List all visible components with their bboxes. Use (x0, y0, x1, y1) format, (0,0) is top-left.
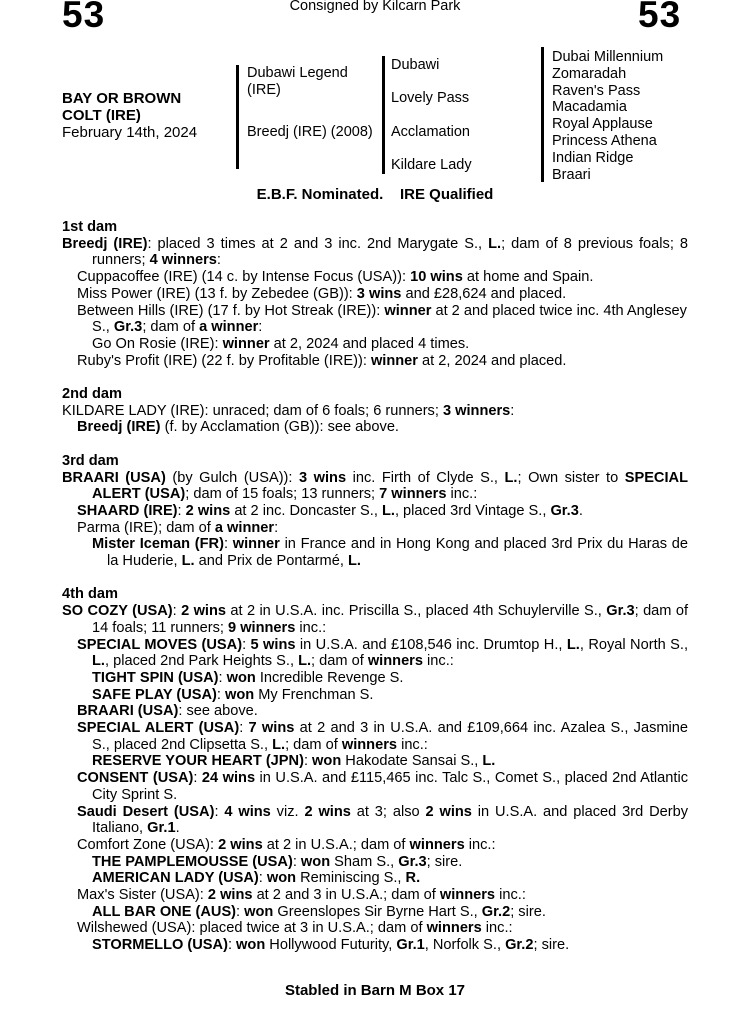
produce-entry: STORMELLO (USA): won Hollywood Futurity, Gr.1, Norfolk S., Gr.2; sire. (92, 937, 570, 954)
pedigree-g3-8: Braari (552, 166, 591, 183)
produce-entry: Breedj (IRE) (f. by Acclamation (GB)): see above. (77, 419, 399, 436)
produce-entry: Between Hills (IRE) (17 f. by Hot Streak (IRE)): winner at 2 and placed twice inc. 4th Anglesey S., Gr.3; dam of a winner: (77, 302, 687, 336)
lot-number-left: 53 (62, 0, 106, 35)
produce-entry: Cuppacoffee (IRE) (14 c. by Intense Focus (USA)): 10 wins at home and Spain. (77, 269, 594, 286)
dam-1-entry: Breedj (IRE): placed 3 times at 2 and 3 inc. 2nd Marygate S., L.; dam of 8 previous foals; 8 runners; 4 winners: (62, 235, 689, 269)
produce-entry: SHAARD (IRE): 2 wins at 2 inc. Doncaster S., L., placed 3rd Vintage S., Gr.3. (77, 502, 583, 519)
section-heading-4th-dam: 4th dam (62, 586, 118, 603)
horse-colour: BAY OR BROWN (62, 90, 182, 107)
pedigree-sire: Dubawi Legend (IRE) (247, 65, 348, 98)
foaling-date: February 14th, 2024 (62, 124, 198, 141)
stabling-note: Stabled in Barn M Box 17 (284, 982, 466, 999)
pedigree-dam: Breedj (IRE) (2008) (247, 124, 373, 140)
section-heading-1st-dam: 1st dam (62, 219, 118, 235)
produce-entry: Comfort Zone (USA): 2 wins at 2 in U.S.A.; dam of winners inc.: (77, 836, 496, 853)
pedigree-bracket-3 (541, 47, 544, 182)
produce-entry: TIGHT SPIN (USA): won Incredible Revenge S. (92, 669, 404, 686)
produce-entry: BRAARI (USA): see above. (77, 703, 258, 720)
produce-entry: ALL BAR ONE (AUS): won Greenslopes Sir Byrne Hart S., Gr.2; sire. (92, 903, 546, 920)
pedigree-third-generation (552, 49, 663, 183)
pedigree-sire-dam: Lovely Pass (391, 90, 470, 106)
pedigree-g3-5: Royal Applause (552, 116, 653, 133)
pedigree-bracket-1 (236, 65, 239, 169)
produce-entry: Mister Iceman (FR): winner in France and in Hong Kong and placed 3rd Prix du Haras de la Huderie, L. and Prix de Pontarmé, L. (92, 536, 689, 570)
pedigree-g3-7: Indian Ridge (552, 149, 634, 166)
dam-3-entry: BRAARI (USA) (by Gulch (USA)): 3 wins inc. Firth of Clyde S., L.; Own sister to SPECIAL ALERT (USA); dam of 15 foals; 13 runners; 7 winners inc.: (62, 469, 688, 503)
ebf-nominated: E.B.F. Nominated. (256, 186, 384, 203)
produce-entry: SPECIAL MOVES (USA): 5 wins in U.S.A. and £108,546 inc. Drumtop H., L., Royal North S., L., placed 2nd Park Heights S., L.; dam of winners inc.: (77, 636, 688, 670)
pedigree-dam-dam: Kildare Lady (391, 157, 472, 173)
pedigree-g3-6: Princess Athena (552, 132, 657, 149)
produce-entry: SPECIAL ALERT (USA): 7 wins at 2 and 3 in U.S.A. and £109,664 inc. Azalea S., Jasmine S., placed 2nd Clipsetta S., L.; dam of winners inc.: (77, 720, 688, 753)
pedigree-g3-4: Macadamia (552, 99, 627, 116)
produce-entry: AMERICAN LADY (USA): won Reminiscing S., R. (92, 870, 421, 887)
ire-qualified: IRE Qualified (400, 186, 494, 203)
dam-2-entry: KILDARE LADY (IRE): unraced; dam of 6 foals; 6 runners; 3 winners: (62, 402, 515, 419)
produce-entry: Max's Sister (USA): 2 wins at 2 and 3 in U.S.A.; dam of winners inc.: (77, 887, 526, 904)
produce-entry: Saudi Desert (USA): 4 wins viz. 2 wins at 3; also 2 wins in U.S.A. and placed 3rd Derby Italiano, Gr.1. (77, 803, 689, 837)
produce-entry: Go On Rosie (IRE): winner at 2, 2024 and placed 4 times. (92, 335, 470, 352)
produce-entry: Miss Power (IRE) (13 f. by Zebedee (GB)): 3 wins and £28,624 and placed. (77, 285, 567, 302)
catalogue-page-body (62, 219, 688, 954)
horse-description (62, 90, 197, 141)
produce-entry: RESERVE YOUR HEART (JPN): won Hakodate Sansai S., L. (92, 753, 496, 770)
pedigree-g3-3: Raven's Pass (552, 82, 641, 99)
section-heading-3rd-dam: 3rd dam (62, 452, 119, 469)
section-heading-2nd-dam: 2nd dam (62, 386, 123, 403)
produce-entry: CONSENT (USA): 24 wins in U.S.A. and £115,465 inc. Talc S., Comet S., placed 2nd Atlantic City Sprint S. (77, 770, 688, 803)
produce-entry: SAFE PLAY (USA): won My Frenchman S. (92, 686, 374, 703)
lot-number-right: 53 (638, 0, 682, 35)
produce-entry: Parma (IRE); dam of a winner: (77, 519, 279, 536)
pedigree-g3-1: Dubai Millennium (552, 49, 664, 65)
nomination-line (0, 186, 750, 203)
dam-4-entry: SO COZY (USA): 2 wins at 2 in U.S.A. inc. Priscilla S., placed 4th Schuylerville S., Gr.3; dam of 14 foals; 11 runners; 9 winners inc.: (62, 603, 689, 636)
produce-entry: Ruby's Profit (IRE) (22 f. by Profitable (IRE)): winner at 2, 2024 and placed. (77, 352, 567, 369)
produce-entry: THE PAMPLEMOUSSE (USA): won Sham S., Gr.3; sire. (92, 853, 463, 870)
horse-sex: COLT (IRE) (62, 107, 141, 124)
consignor: Consigned by Kilcarn Park (289, 0, 461, 14)
pedigree-bracket-2 (382, 56, 385, 174)
pedigree-g3-2: Zomaradah (552, 65, 627, 82)
pedigree-dam-sire: Acclamation (391, 124, 470, 140)
produce-entry: Wilshewed (USA): placed twice at 3 in U.S.A.; dam of winners inc.: (77, 920, 513, 937)
pedigree-sire-sire: Dubawi (391, 57, 440, 73)
